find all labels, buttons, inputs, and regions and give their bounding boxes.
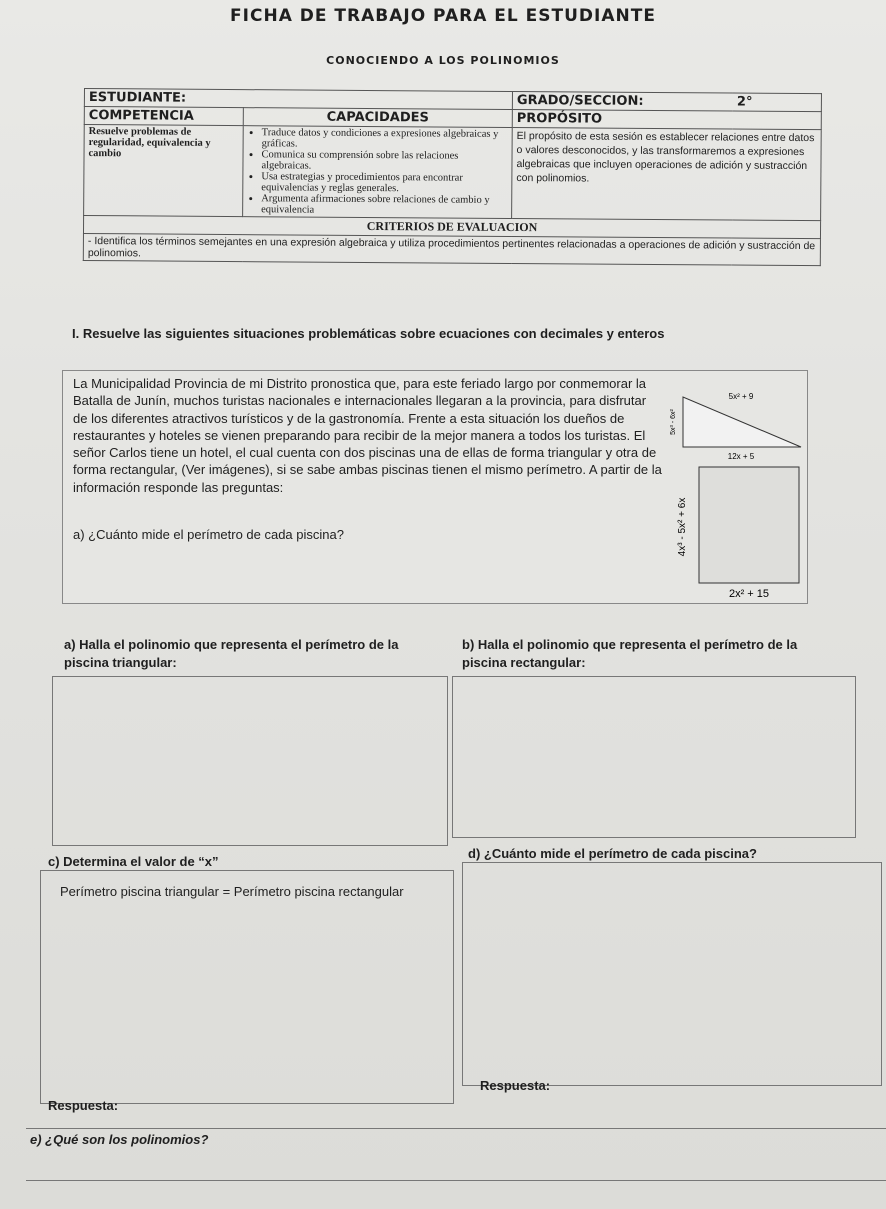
capacidad-item: • Usa estrategias y procedimientos para encontrar equivalencias y reglas generales. — [261, 171, 507, 195]
capacidad-item: • Traduce datos y condiciones a expresiones algebraicas y gráficas. — [262, 127, 508, 151]
divider-line — [26, 1180, 886, 1181]
student-label: ESTUDIANTE: — [84, 89, 512, 110]
divider-line — [26, 1128, 886, 1129]
grade-value: 2° — [733, 93, 822, 112]
rectangle-base-label: 2x² + 15 — [728, 588, 770, 600]
section-heading: I. Resuelve las siguientes situaciones problemáticas sobre ecuaciones con decimales y enteros — [72, 326, 665, 341]
question-a: a) Halla el polinomio que representa el perímetro de la piscina triangular: — [64, 637, 399, 670]
capacidades-header: CAPACIDADES — [243, 108, 512, 128]
competencia-header: COMPETENCIA — [84, 107, 243, 126]
equation-note: Perímetro piscina triangular = Perímetro piscina rectangular — [60, 884, 404, 899]
problem-box — [62, 370, 808, 604]
triangle-pool-shape — [683, 397, 801, 447]
capacidad-item: • Comunica su comprensión sobre las relaciones algebraicas. — [261, 149, 507, 173]
answer-box-d[interactable] — [462, 862, 882, 1086]
competencia-text: Resuelve problemas de regularidad, equivalencia y cambio — [84, 125, 244, 217]
triangle-leg-label: 5x³ - 6x² — [670, 409, 677, 435]
triangle-hyp-label: 5x² + 9 — [728, 392, 754, 401]
question-b: b) Halla el polinomio que representa el perímetro de la piscina rectangular: — [462, 637, 798, 670]
answer-label-c: Respuesta: — [48, 1098, 119, 1113]
triangle-base-label: 12x + 5 — [727, 452, 755, 461]
pool-figures — [657, 375, 807, 601]
answer-box-b[interactable] — [452, 676, 856, 838]
problem-question: a) ¿Cuánto mide el perímetro de cada piscina? — [73, 527, 344, 542]
worksheet-subtitle: CONOCIENDO A LOS POLINOMIOS — [326, 54, 560, 67]
question-c: c) Determina el valor de “x” — [48, 854, 219, 869]
info-table — [83, 88, 822, 266]
rectangle-side-label: 4x³ - 5x² + 6x — [677, 497, 688, 557]
question-e: e) ¿Qué son los polinomios? — [30, 1132, 209, 1147]
problem-statement: La Municipalidad Provincia de mi Distrito pronostica que, para este feriado largo por conmemorar la Batalla de Junín, muchos turistas nacionales e internacionales llegaran a la provincia, para disfrutar de los diferentes atractivos turísticos y de la gastronomía. Frente a esta situación los dueños de restaurantes y hoteles se vienen preparando para recibir de la mejor manera a todos los turistas. El señor Carlos tiene un hotel, el cual cuenta con dos piscinas una de ellas de forma triangular y otra de forma rectangular, (Ver imágenes), si se sabe ambas piscinas tienen el mismo perímetro. A partir de la información responde las preguntas: — [73, 376, 662, 495]
answer-label-d: Respuesta: — [480, 1078, 551, 1093]
proposito-text: El propósito de esta sesión es establecer relaciones entre datos o valores desconocidos, y las transformaremos a expresiones algebraicas que incluyen operaciones de adición y sustracción con polinomios. — [512, 127, 822, 220]
answer-box-a[interactable] — [52, 676, 448, 846]
answer-box-c[interactable] — [40, 870, 454, 1104]
question-d: d) ¿Cuánto mide el perímetro de cada piscina? — [468, 846, 757, 861]
criterios-header: CRITERIOS DE EVALUACION — [83, 216, 820, 239]
capacidad-item: • Argumenta afirmaciones sobre relaciones de cambio y equivalencia — [261, 193, 507, 217]
grade-label: GRADO/SECCION: — [512, 91, 733, 111]
proposito-header: PROPÓSITO — [512, 109, 821, 129]
worksheet-title: FICHA DE TRABAJO PARA EL ESTUDIANTE — [230, 6, 656, 26]
rectangle-pool-shape — [699, 467, 799, 583]
criterio-text: - Identifica los términos semejantes en una expresión algebraica y utiliza procedimientos pertinentes relacionadas a operaciones de adición y sustracción de polinomios. — [83, 233, 820, 265]
capacidades-list — [247, 127, 508, 217]
